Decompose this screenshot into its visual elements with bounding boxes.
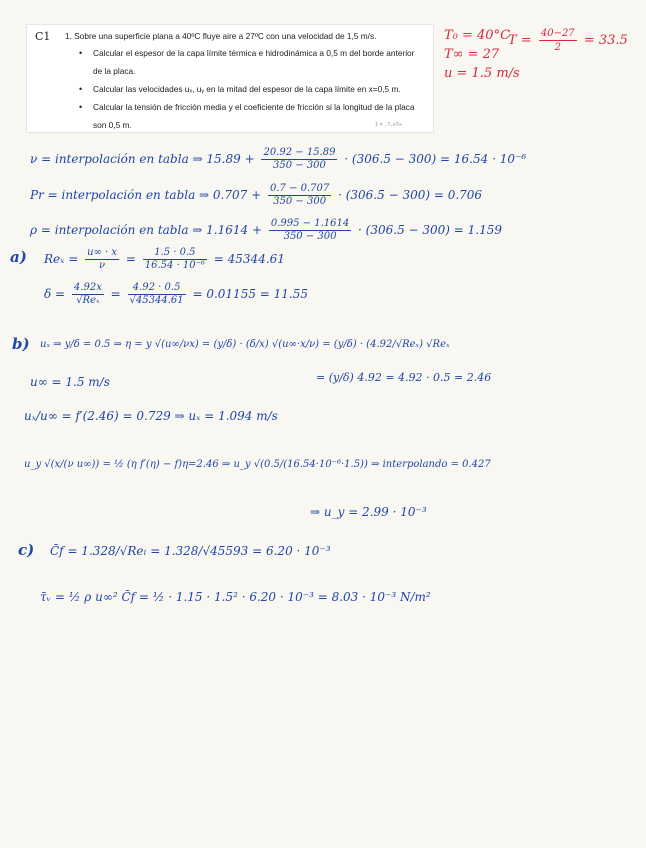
line-b-eta-result: = (y/δ) 4.92 = 4.92 · 0.5 = 2.46 <box>316 371 492 384</box>
line-b-uy-result: ⇒ u_y = 2.99 · 10⁻³ <box>310 505 427 519</box>
line-b-eta: uₓ ⇒ y/δ = 0.5 ⇒ η = y √(u∞/νx) = (y/δ) · (δ/x) √(u∞·x/ν) = (y/δ) · (4.92/√Reₓ) √Reₓ <box>40 339 450 350</box>
note-velocity: u = 1.5 m/s <box>444 66 520 81</box>
question-id: C1 <box>35 30 51 43</box>
line-b-uinf: u∞ = 1.5 m/s <box>30 375 110 389</box>
part-b-label: b) <box>12 335 30 353</box>
bullet-1: • Calcular el espesor de la capa límite térmica e hidrodinámica a 0,5 m del borde anterior <box>79 48 415 58</box>
part-a-label: a) <box>10 248 27 266</box>
note-t0: T₀ = 40°C <box>444 28 511 43</box>
line-c-tau: τ̄ᵥ = ½ ρ u∞² C̄f = ½ · 1.15 · 1.5² · 6.20 · 10⁻³ = 8.03 · 10⁻³ N/m² <box>40 590 431 604</box>
part-c-label: c) <box>18 541 35 559</box>
bullet-3: • Calcular la tensión de fricción media y el coeficiente de fricción si la longitud de la placa <box>79 102 415 112</box>
bullet-2: • Calcular las velocidades uₓ, uᵧ en la mitad del espesor de la capa límite en x=0,5 m. <box>79 84 401 94</box>
line-b-uy-eq: u_y √(x/(ν u∞)) = ½ (η f′(η) − f)η=2.46 ⇒ u_y √(0.5/(16.54·10⁻⁶·1.5)) ⇒ interpolando = 0.427 <box>24 459 491 470</box>
line-b-ux: uₓ/u∞ = f′(2.46) = 0.729 ⇒ uₓ = 1.094 m/s <box>24 409 278 423</box>
line-reynolds: Reₓ = $\frac{u\infty \cdot x}{\nu}$ = $\frac{1.5 \cdot 0.5}{\text{16.54 · 10⁻⁶}}$ = 45344.61 <box>44 247 285 271</box>
line-density: ρ = interpolación en tabla ⇒ 1.1614 + $\frac{0.995 - 1.1614}{350 - 300}$ · (306.5 − 300) = 1.159 <box>30 218 503 242</box>
footnote: 1 ∓ , T₀+T∞ <box>375 122 403 128</box>
note-film-temp: T = $\frac{40-27}{2}$ = 33.5 <box>508 28 628 53</box>
problem-intro: 1. Sobre una superficie plana a 40ºC fluye aire a 27ºC con una velocidad de 1,5 m/s. <box>65 31 377 41</box>
line-viscosity: ν = interpolación en tabla ⇒ 15.89 + $\frac{20.92 - 15.89}{350 - 300}$ · (306.5 − 300) = 16.54 · 10⁻⁶ <box>30 147 527 171</box>
note-tinf: T∞ = 27 <box>444 47 500 62</box>
bullet-3-cont: son 0,5 m. <box>93 120 132 130</box>
problem-statement <box>26 24 434 133</box>
line-thickness: δ = $\frac{4.92x}{\text{√Reₓ}}$ = $\frac{4.92 \cdot 0.5}{√45344.61}$ = 0.01155 = 11.55 <box>44 282 308 306</box>
line-prandtl: Pr = interpolación en tabla ⇒ 0.707 + $\frac{0.7 - 0.707}{350 - 300}$ · (306.5 − 300) = 0.706 <box>30 183 483 207</box>
bullet-1-cont: de la placa. <box>93 66 136 76</box>
line-c-cf: C̄f = 1.328/√Reₗ = 1.328/√45593 = 6.20 · 10⁻³ <box>50 544 331 558</box>
